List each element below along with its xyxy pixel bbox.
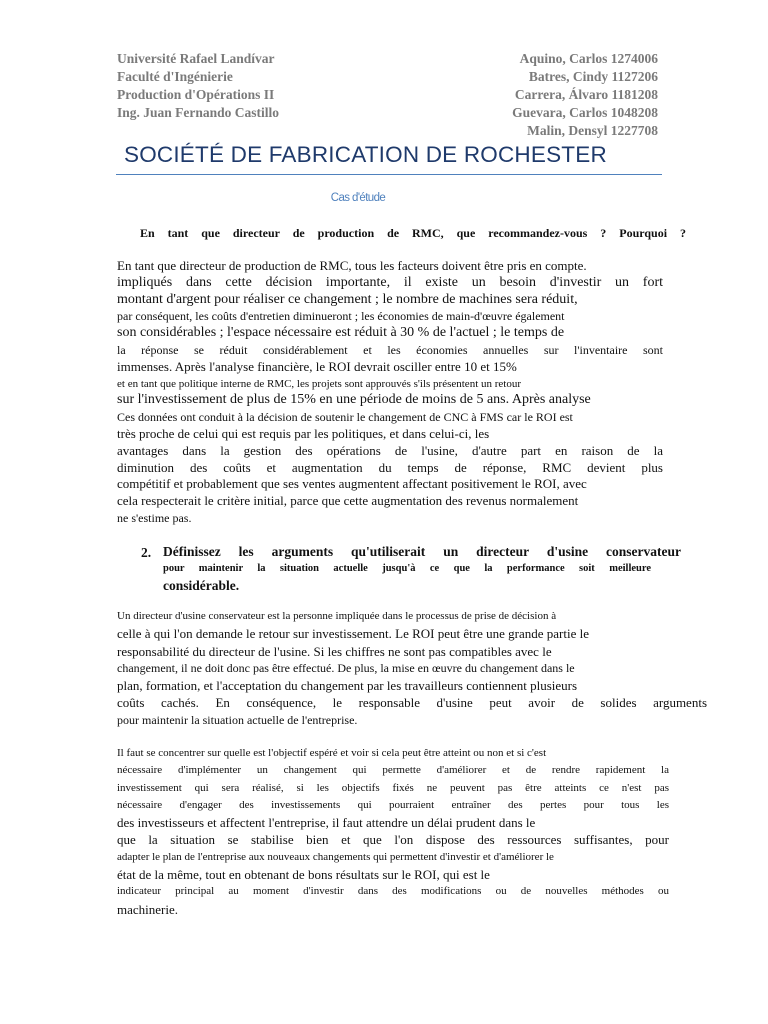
document-title: SOCIÉTÉ DE FABRICATION DE ROCHESTER — [116, 142, 662, 175]
author-line: Aquino, Carlos 1274006 — [519, 51, 658, 66]
text-line: En tant que directeur de production de RMC, tous les facteurs doivent être pris en compte. — [117, 258, 587, 273]
question-2-line: Définissez les arguments qu'utiliserait un directeur d'usine conservateur — [163, 544, 681, 559]
answer-1-paragraph — [117, 258, 663, 527]
text-line: par conséquent, les coûts d'entretien diminueront ; les économies de main-d'œuvre également — [117, 309, 565, 324]
text-line: sur l'investissement de plus de 15% en une période de moins de 5 ans. Après analyse — [117, 392, 591, 408]
text-line: impliqués dans cette décision importante, il existe un besoin d'investir un fort — [117, 274, 663, 290]
text-line: des investisseurs et affectent l'entreprise, il faut attendre un délai prudent dans le — [117, 815, 536, 831]
text-line: machinerie. — [117, 901, 178, 917]
text-line: ne s'estime pas. — [117, 510, 192, 525]
text-line: état de la même, tout en obtenant de bons résultats sur le ROI, qui est le — [117, 867, 490, 883]
instructor-name: Ing. Juan Fernando Castillo — [117, 105, 280, 120]
answer-3-paragraph — [117, 745, 669, 918]
text-line: Il faut se concentrer sur quelle est l'objectif espéré et voir si cela peut être atteint ou non et si c'est — [117, 747, 547, 759]
document-subtitle: Cas d'étude — [330, 192, 386, 204]
author-line: Carrera, Álvaro 1181208 — [514, 87, 658, 102]
text-line: indicateur principal au moment d'investir dans des modifications ou de nouvelles méthodes ou — [117, 885, 669, 898]
author-line: Guevara, Carlos 1048208 — [512, 105, 658, 120]
text-line: plan, formation, et l'acceptation du changement par les travailleurs contiennent plusieurs — [117, 678, 578, 694]
text-line: nécessaire d'engager des investissements qui pourraient entraîner des pertes pour tous les — [117, 798, 669, 811]
text-line: compétitif et probablement que ses ventes augmentent affectant positivement le ROI, avec — [117, 476, 587, 492]
text-line: nécessaire d'implémenter un changement qui permette d'améliorer et de rendre rapidement la — [117, 764, 669, 777]
text-line: investissement qui sera réalisé, si les objectifs fixés ne peuvent pas être atteints ce n'est pas — [117, 781, 669, 794]
text-line: diminution des coûts et augmentation du temps de réponse, RMC devient plus — [117, 459, 663, 475]
question-2-number: 2. — [141, 545, 152, 560]
text-line: Un directeur d'usine conservateur est la personne impliquée dans le processus de prise de décision à — [117, 610, 557, 622]
header-left — [117, 50, 279, 122]
text-line: que la situation se stabilise bien et que l'on dispose des ressources suffisantes, pour — [117, 832, 669, 848]
text-line: changement, il ne doit donc pas être effectué. De plus, la mise en œuvre du changement dans le — [117, 660, 575, 675]
text-line: la réponse se réduit considérablement et les économies annuelles sur l'inventaire sont — [117, 342, 663, 357]
text-line: avantages dans la gestion des opérations de l'usine, d'autre part en raison de la — [117, 442, 663, 458]
text-line: et en tant que politique interne de RMC, les projets sont approuvés s'ils présentent un retour — [117, 377, 522, 390]
text-line: coûts cachés. En conséquence, le responsable d'usine peut avoir de solides arguments — [117, 695, 707, 711]
text-line: son considérables ; l'espace nécessaire est réduit à 30 % de l'actuel ; le temps de — [117, 325, 565, 341]
text-line: Ces données ont conduit à la décision de soutenir le changement de CNC à FMS car le ROI est — [117, 410, 573, 425]
header-right-authors — [440, 50, 658, 140]
text-line: très proche de celui qui est requis par les politiques, et dans celui-ci, les — [117, 425, 490, 441]
text-line: cela respecterait le critère initial, parce que cette augmentation des revenus normalement — [117, 493, 579, 509]
faculty-name: Faculté d'Ingénierie — [117, 69, 233, 84]
question-2-line: pour maintenir la situation actuelle jusqu'à ce que la performance soit meilleure — [163, 563, 651, 574]
university-name: Université Rafael Landívar — [117, 51, 275, 66]
question-2-line: considérable. — [163, 578, 240, 593]
text-line: immenses. Après l'analyse financière, le ROI devrait osciller entre 10 et 15% — [117, 358, 517, 374]
course-name: Production d'Opérations II — [117, 87, 275, 102]
text-line: adapter le plan de l'entreprise aux nouveaux changements qui permettent d'investir et d'améliorer le — [117, 850, 554, 863]
text-line: montant d'argent pour réaliser ce changement ; le nombre de machines sera réduit, — [117, 291, 578, 307]
author-line: Batres, Cindy 1127206 — [528, 69, 658, 84]
author-line: Malin, Densyl 1227708 — [527, 123, 658, 138]
question-1: En tant que directeur de production de RMC, que recommandez-vous ? Pourquoi ? — [140, 226, 686, 240]
text-line: celle à qui l'on demande le retour sur investissement. Le ROI peut être une grande partie le — [117, 626, 589, 642]
text-line: responsabilité du directeur de l'usine. Si les chiffres ne sont pas compatibles avec le — [117, 643, 552, 659]
answer-2-paragraph — [117, 608, 707, 729]
text-line: pour maintenir la situation actuelle de l'entreprise. — [117, 712, 358, 727]
